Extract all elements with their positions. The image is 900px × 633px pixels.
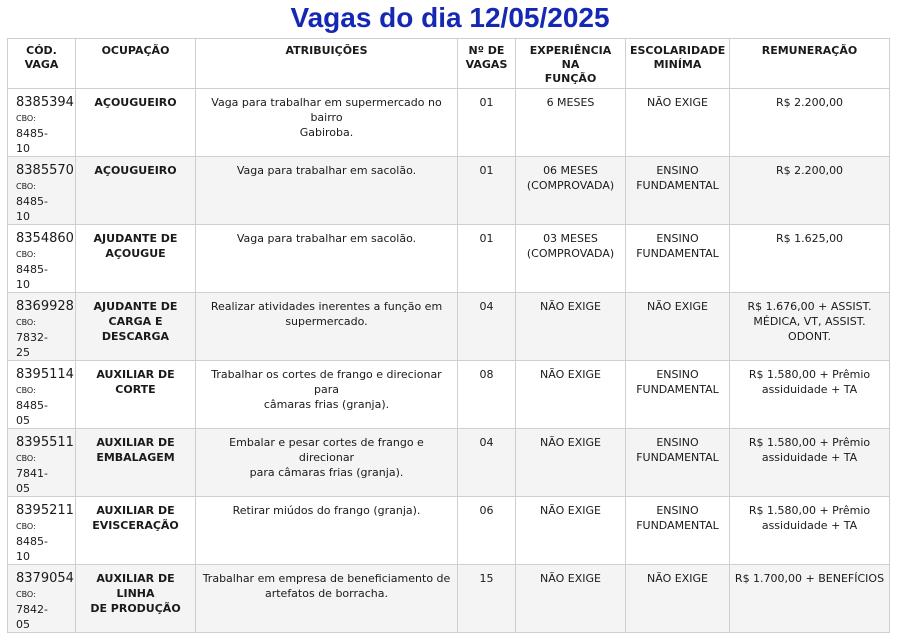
attributions-cell: Embalar e pesar cortes de frango e direcionar para câmaras frias (granja).: [196, 429, 458, 497]
job-code: 8385570: [16, 163, 74, 178]
table-row: [8, 361, 890, 429]
vacancies-cell: 01: [458, 157, 516, 225]
header-code: CÓD. VAGA: [8, 39, 76, 89]
cbo-label: CBO:: [16, 454, 36, 463]
experience-cell: NÃO EXIGE: [516, 497, 626, 565]
job-code: 8354860: [16, 231, 74, 246]
job-code: 8395511: [16, 435, 74, 450]
cbo-label: CBO:: [16, 590, 36, 599]
education-cell: ENSINO FUNDAMENTAL: [626, 157, 730, 225]
table-row: [8, 157, 890, 225]
experience-cell: NÃO EXIGE: [516, 429, 626, 497]
education-cell: NÃO EXIGE: [626, 89, 730, 157]
occupation-cell: AUXILIAR DE LINHA DE PRODUÇÃO: [76, 565, 196, 633]
cbo-code: CBO: 7841- 05: [16, 454, 48, 495]
job-code-cell: [8, 361, 76, 429]
occupation-cell: AJUDANTE DE AÇOUGUE: [76, 225, 196, 293]
job-code: 8395114: [16, 367, 74, 382]
job-table: [7, 38, 890, 633]
cbo-code: CBO: 7842- 05: [16, 590, 48, 631]
job-code-cell: [8, 565, 76, 633]
job-code: 8369928: [16, 299, 74, 314]
table-row: [8, 225, 890, 293]
header-pay: REMUNERAÇÃO: [730, 39, 890, 89]
pay-cell: R$ 1.625,00: [730, 225, 890, 293]
table-row: [8, 565, 890, 633]
header-vacancies: Nº DE VAGAS: [458, 39, 516, 89]
experience-cell: 06 MESES (COMPROVADA): [516, 157, 626, 225]
attributions-cell: Retirar miúdos do frango (granja).: [196, 497, 458, 565]
education-cell: ENSINO FUNDAMENTAL: [626, 497, 730, 565]
cbo-label: CBO:: [16, 318, 36, 327]
attributions-cell: Vaga para trabalhar em supermercado no bairro Gabiroba.: [196, 89, 458, 157]
pay-cell: R$ 1.676,00 + ASSIST. MÉDICA, VT, ASSIST. ODONT.: [730, 293, 890, 361]
pay-cell: R$ 1.580,00 + Prêmio assiduidade + TA: [730, 429, 890, 497]
header-education: ESCOLARIDADE MINÍMA: [626, 39, 730, 89]
attributions-cell: Vaga para trabalhar em sacolão.: [196, 157, 458, 225]
job-code-cell: [8, 293, 76, 361]
header-experience: EXPERIÊNCIA NA FUNÇÃO: [516, 39, 626, 89]
occupation-cell: AÇOUGUEIRO: [76, 89, 196, 157]
cbo-label: CBO:: [16, 522, 36, 531]
table-row: [8, 497, 890, 565]
job-code-cell: [8, 157, 76, 225]
attributions-cell: Trabalhar os cortes de frango e direcionar para câmaras frias (granja).: [196, 361, 458, 429]
job-code: 8395211: [16, 503, 74, 518]
pay-cell: R$ 1.700,00 + BENEFÍCIOS: [730, 565, 890, 633]
occupation-cell: AUXILIAR DE CORTE: [76, 361, 196, 429]
experience-cell: 6 MESES: [516, 89, 626, 157]
experience-cell: NÃO EXIGE: [516, 565, 626, 633]
table-row: [8, 293, 890, 361]
vacancies-cell: 15: [458, 565, 516, 633]
experience-cell: NÃO EXIGE: [516, 361, 626, 429]
vacancies-cell: 01: [458, 89, 516, 157]
cbo-label: CBO:: [16, 386, 36, 395]
table-row: [8, 429, 890, 497]
education-cell: NÃO EXIGE: [626, 293, 730, 361]
vacancies-cell: 01: [458, 225, 516, 293]
education-cell: ENSINO FUNDAMENTAL: [626, 225, 730, 293]
job-code: 8379054: [16, 571, 74, 586]
job-code-cell: [8, 89, 76, 157]
cbo-code: CBO: 8485- 10: [16, 114, 48, 155]
pay-cell: R$ 2.200,00: [730, 157, 890, 225]
table-row: [8, 89, 890, 157]
attributions-cell: Trabalhar em empresa de beneficiamento de artefatos de borracha.: [196, 565, 458, 633]
cbo-label: CBO:: [16, 182, 36, 191]
job-code-cell: [8, 497, 76, 565]
vacancies-cell: 04: [458, 429, 516, 497]
cbo-code: CBO: 7832- 25: [16, 318, 48, 359]
header-attributions: ATRIBUIÇÕES: [196, 39, 458, 89]
education-cell: ENSINO FUNDAMENTAL: [626, 429, 730, 497]
cbo-code: CBO: 8485- 10: [16, 250, 48, 291]
experience-cell: 03 MESES (COMPROVADA): [516, 225, 626, 293]
occupation-cell: AUXILIAR DE EVISCERAÇÃO: [76, 497, 196, 565]
education-cell: NÃO EXIGE: [626, 565, 730, 633]
pay-cell: R$ 2.200,00: [730, 89, 890, 157]
cbo-label: CBO:: [16, 114, 36, 123]
vacancies-cell: 08: [458, 361, 516, 429]
occupation-cell: AUXILIAR DE EMBALAGEM: [76, 429, 196, 497]
job-code: 8385394: [16, 95, 74, 110]
vacancies-cell: 04: [458, 293, 516, 361]
cbo-code: CBO: 8485- 10: [16, 182, 48, 223]
header-occupation: OCUPAÇÃO: [76, 39, 196, 89]
header-row: [8, 39, 890, 89]
cbo-code: CBO: 8485- 05: [16, 386, 48, 427]
education-cell: ENSINO FUNDAMENTAL: [626, 361, 730, 429]
attributions-cell: Vaga para trabalhar em sacolão.: [196, 225, 458, 293]
attributions-cell: Realizar atividades inerentes a função em supermercado.: [196, 293, 458, 361]
job-code-cell: [8, 225, 76, 293]
occupation-cell: AJUDANTE DE CARGA E DESCARGA: [76, 293, 196, 361]
pay-cell: R$ 1.580,00 + Prêmio assiduidade + TA: [730, 361, 890, 429]
vacancies-cell: 06: [458, 497, 516, 565]
cbo-code: CBO: 8485- 10: [16, 522, 48, 563]
job-code-cell: [8, 429, 76, 497]
occupation-cell: AÇOUGUEIRO: [76, 157, 196, 225]
cbo-label: CBO:: [16, 250, 36, 259]
pay-cell: R$ 1.580,00 + Prêmio assiduidade + TA: [730, 497, 890, 565]
page-title: Vagas do dia 12/05/2025: [290, 2, 610, 33]
experience-cell: NÃO EXIGE: [516, 293, 626, 361]
